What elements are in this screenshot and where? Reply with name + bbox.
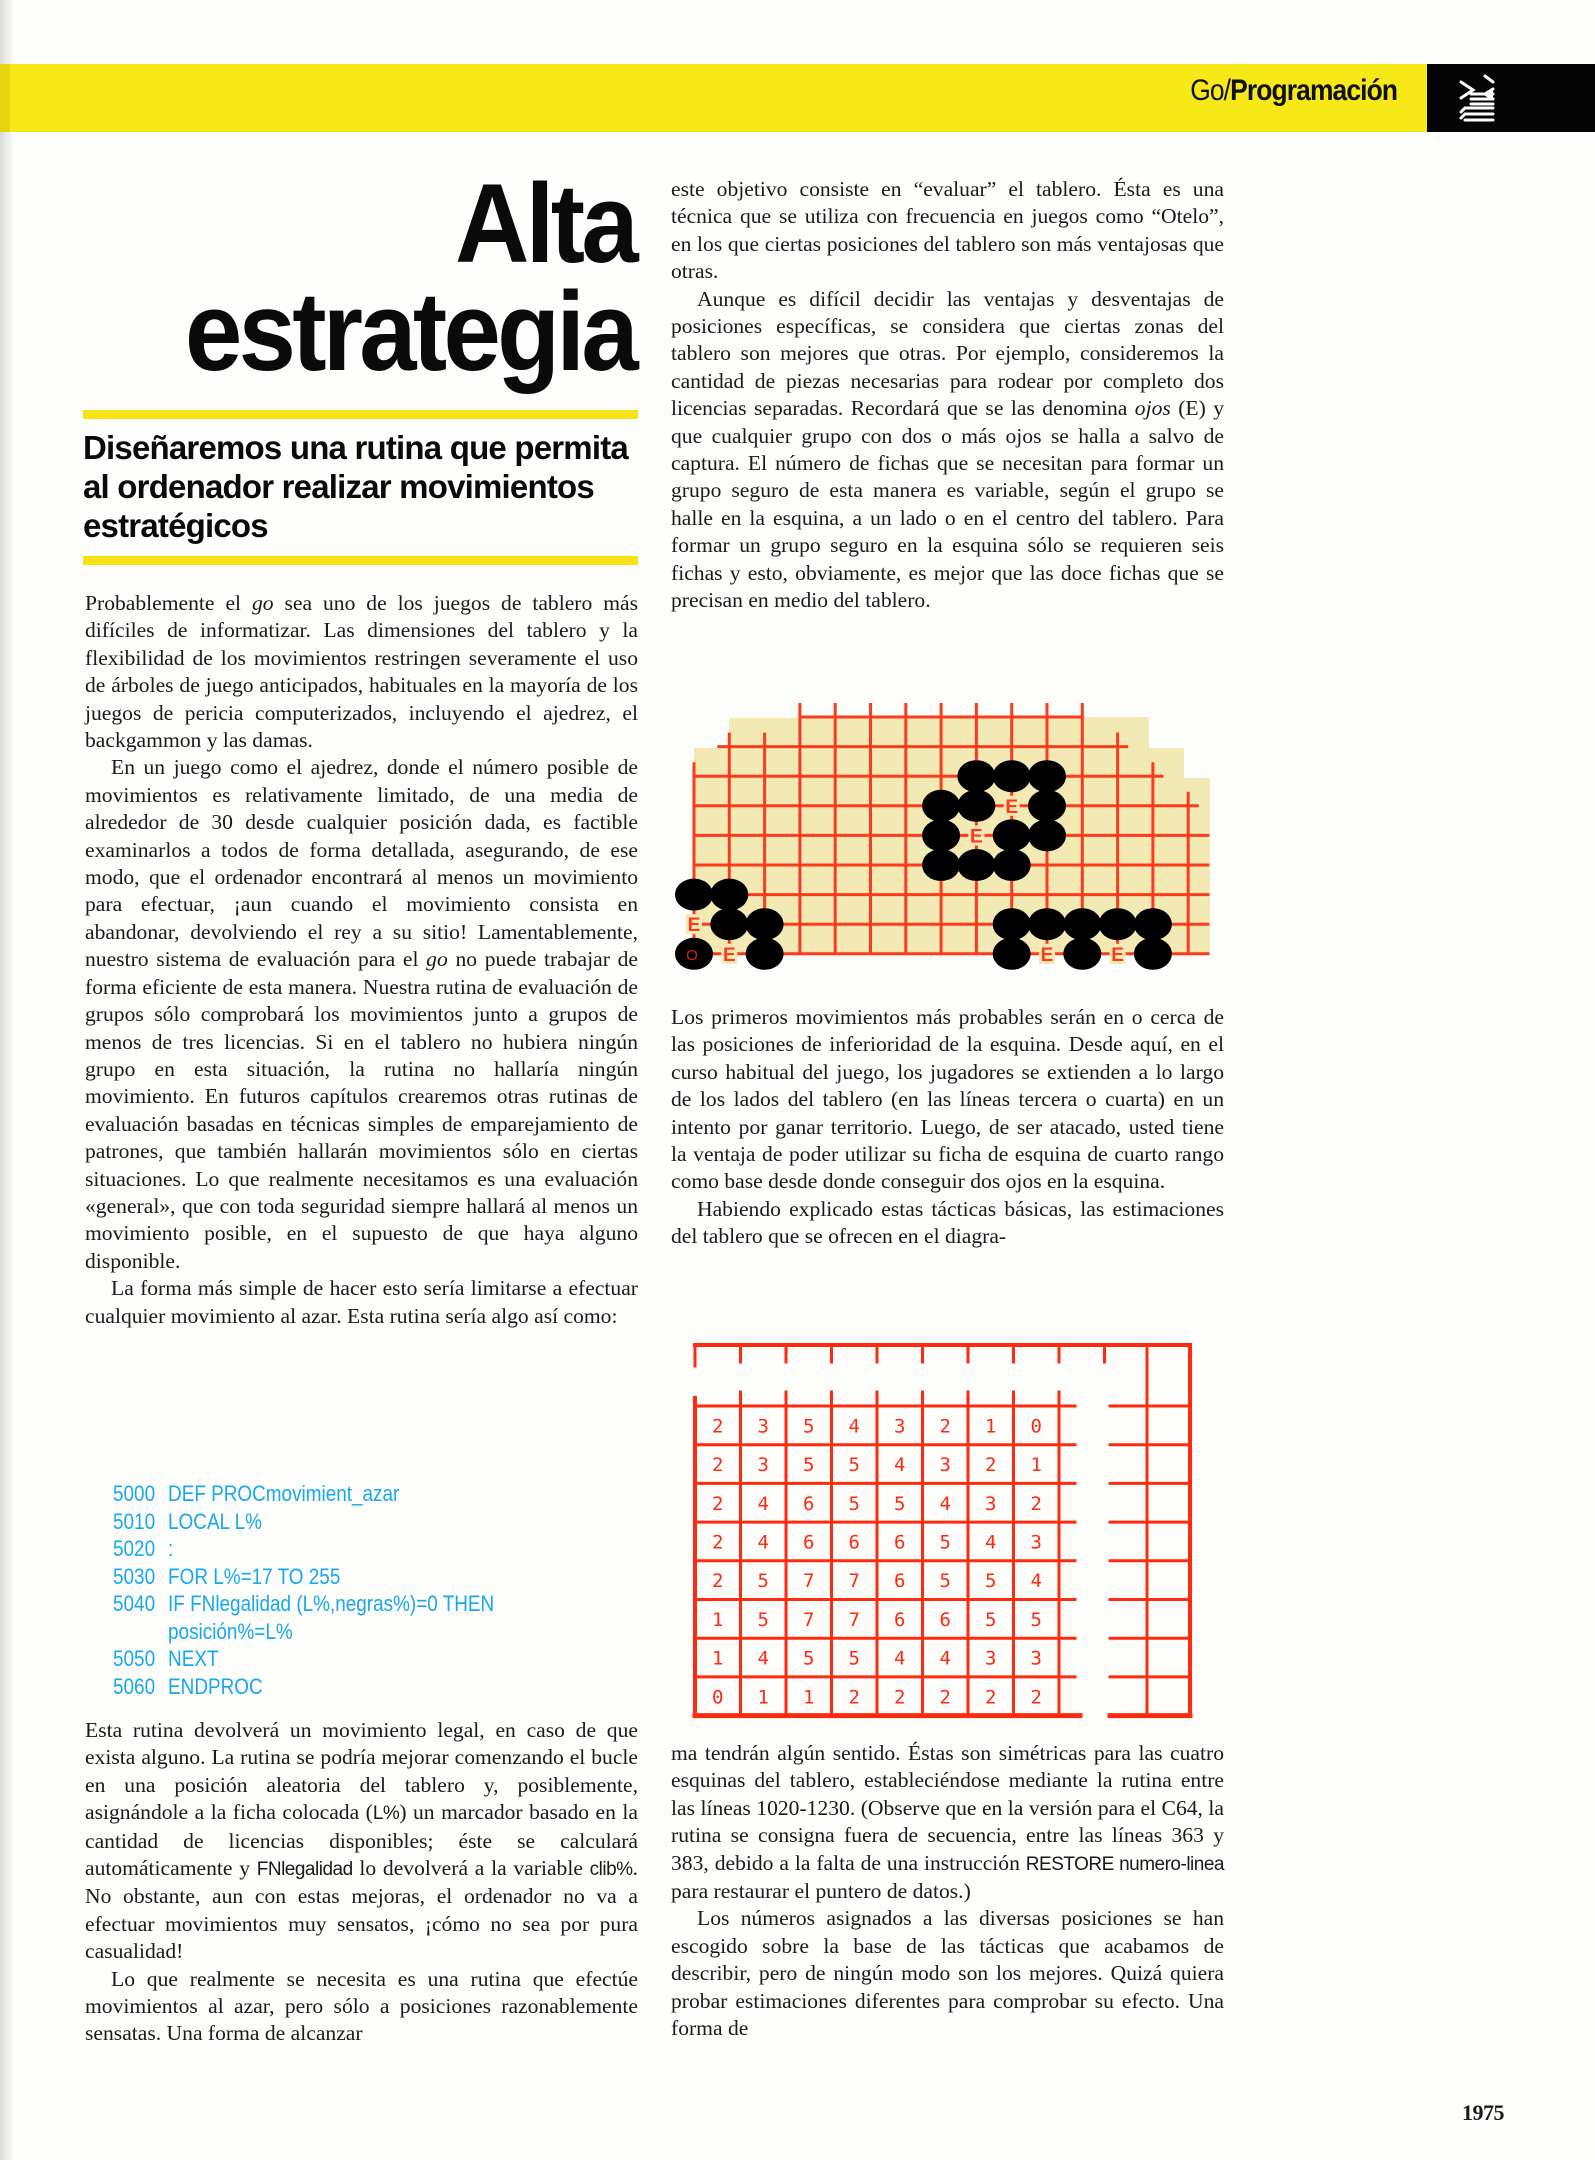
- board-score-diagram: [680, 1330, 1220, 1730]
- score-cell: 5: [803, 1454, 815, 1477]
- go-stone: [1028, 790, 1066, 822]
- go-stone: [1134, 908, 1172, 940]
- score-cell: 6: [894, 1531, 906, 1554]
- score-cell: 2: [939, 1686, 951, 1709]
- code-line: 5040 IF FNlegalidad (L%,negras%)=0 THEN: [113, 1591, 495, 1616]
- go-stone: [957, 790, 995, 822]
- score-cell: 4: [1030, 1570, 1042, 1593]
- header-band: [0, 64, 1427, 132]
- code-line: 5050 NEXT: [113, 1646, 219, 1671]
- score-cell: 2: [939, 1415, 951, 1438]
- score-cell: 3: [985, 1492, 997, 1515]
- right-column-middle: [671, 1004, 1224, 1251]
- score-cell: 3: [757, 1454, 769, 1477]
- paragraph: La forma más simple de hacer esto sería limitarse a efectuar cualquier movimiento al azar. Esta rutina sería algo así como:: [85, 1276, 638, 1328]
- go-stone: [1063, 908, 1101, 940]
- eye-label: E: [1111, 944, 1124, 966]
- title-line-2: estrategia: [184, 269, 635, 394]
- score-cell: 3: [1030, 1531, 1042, 1554]
- section-label: [1190, 74, 1397, 108]
- score-cell: 4: [985, 1531, 997, 1554]
- score-cell: 3: [1030, 1647, 1042, 1670]
- series-logo-icon: [1457, 72, 1497, 124]
- go-stone: [1028, 760, 1066, 792]
- yellow-rule-top: [83, 410, 638, 419]
- go-stone: [957, 849, 995, 881]
- page-number: 1975: [1462, 2100, 1504, 2125]
- yellow-rule-bottom: [83, 556, 638, 565]
- score-cell: 2: [712, 1570, 724, 1593]
- paragraph: Habiendo explicado estas tácticas básicas, las estimaciones del tablero que se ofrecen en el diagra-: [671, 1196, 1224, 1249]
- go-stone: [993, 849, 1031, 881]
- go-stone: [710, 908, 748, 940]
- code-line: 5060 ENDPROC: [113, 1673, 263, 1699]
- score-cell: 5: [848, 1454, 860, 1477]
- score-cell: 2: [712, 1415, 724, 1438]
- series-logo: [1427, 64, 1595, 132]
- score-cell: 2: [985, 1686, 997, 1709]
- score-cell: 5: [939, 1531, 951, 1554]
- score-cell: 5: [894, 1492, 906, 1515]
- score-cell: 3: [757, 1415, 769, 1438]
- score-cell: 1: [712, 1608, 724, 1631]
- code-line: 5020 :: [113, 1536, 174, 1561]
- score-cell: 5: [1030, 1608, 1042, 1631]
- score-cell: 5: [939, 1570, 951, 1593]
- code-line: 5010 LOCAL L%: [113, 1508, 262, 1534]
- score-cell: 6: [803, 1531, 815, 1554]
- score-cell: 7: [803, 1608, 815, 1631]
- code-line-continuation: posición%=L%: [168, 1618, 293, 1644]
- score-cell: 5: [757, 1608, 769, 1631]
- score-cell: 6: [848, 1531, 860, 1554]
- go-stone: [746, 938, 784, 970]
- score-cell: 0: [1030, 1415, 1042, 1438]
- score-cell: 4: [757, 1531, 769, 1554]
- score-cell: 1: [757, 1686, 769, 1709]
- paragraph: Aunque es difícil decidir las ventajas y desventajas de posiciones específicas, se considera que ciertas zonas del tablero son mejores que otras. Por ejemplo, consideremos la cantidad de piezas necesarias para rodear por completo dos licencias separadas. Recordará que se las denomina ojos (E) y que cualquier grupo con dos o más ojos se halla a salvo de captura. El número de fichas que se necesitan para formar un grupo seguro de esta manera es variable, según el grupo se halle en la esquina, a un lado o en el centro del tablero. Para formar un grupo seguro en la esquina sólo se requieren seis fichas y esto, obviamente, es mejor que las doce fichas que se precisan en medio del tablero.: [671, 286, 1224, 613]
- score-cell: 4: [894, 1454, 906, 1477]
- score-cell: 1: [985, 1415, 997, 1438]
- score-cell: 2: [1030, 1492, 1042, 1515]
- go-stone: [1099, 908, 1137, 940]
- go-stone: [746, 908, 784, 940]
- paragraph: Probablemente el go sea uno de los juegos de tablero más difíciles de informatizar. Las dimensiones del tablero y la flexibilidad de los movimientos restringen severamente el uso de árboles de juego anticipados, habituales en la mayoría de los juegos de pericia computerizados, incluyendo el ajedrez, el backgammon y las damas.: [85, 591, 639, 753]
- score-cell: 5: [985, 1570, 997, 1593]
- score-cell: 6: [803, 1492, 815, 1515]
- score-cell: 0: [712, 1686, 724, 1709]
- score-cell: 7: [848, 1608, 860, 1631]
- score-cell: 5: [985, 1608, 997, 1631]
- score-cell: 2: [712, 1454, 724, 1477]
- corner-marker: O: [686, 946, 698, 964]
- score-cell: 4: [894, 1647, 906, 1670]
- score-cell: 7: [848, 1570, 860, 1593]
- left-column: [85, 590, 638, 1330]
- score-cell: 4: [939, 1492, 951, 1515]
- score-cell: 2: [985, 1454, 997, 1477]
- score-cell: 1: [712, 1647, 724, 1670]
- section-title: Programación: [1230, 74, 1397, 107]
- code-line: 5000 DEF PROCmovimient_azar: [113, 1481, 400, 1506]
- go-stone: [993, 819, 1031, 851]
- go-stone: [993, 760, 1031, 792]
- score-cell: 5: [757, 1570, 769, 1593]
- score-cell: 2: [712, 1531, 724, 1554]
- right-column: [671, 176, 1224, 615]
- title-line-1: Alta: [455, 161, 635, 286]
- go-stone: [1063, 938, 1101, 970]
- page-edge-shadow: [0, 0, 14, 2160]
- go-stone: [1134, 938, 1172, 970]
- score-cell: 2: [848, 1686, 860, 1709]
- code-line: 5030 FOR L%=17 TO 255: [113, 1563, 341, 1589]
- score-cell: 4: [757, 1492, 769, 1515]
- score-cell: 2: [894, 1686, 906, 1709]
- score-cell: 7: [803, 1570, 815, 1593]
- left-column-continued: [85, 1717, 638, 2048]
- paragraph: ma tendrán algún sentido. Éstas son simétricas para las cuatro esquinas del tablero, estableciéndose mediante la rutina entre las líneas 1020-1230. (Observe que en la versión para el C64, la rutina se consigna fuera de secuencia, entre las líneas 363 y 383, debido a la falta de una instrucción RESTORE numero-linea para restaurar el puntero de datos.): [671, 1741, 1224, 1904]
- go-stone: [922, 819, 960, 851]
- score-cell: 3: [985, 1647, 997, 1670]
- paragraph: Esta rutina devolverá un movimiento legal, en caso de que exista alguno. La rutina se podría mejorar comenzando el bucle en una posición aleatoria del tablero y, posiblemente, asignándole a la ficha colocada (L%) un marcador basado en la cantidad de licencias disponibles; éste se calculará automáticamente y FNlegalidad lo devolverá a la variable clib%. No obstante, aun con estas mejoras, el ordenador no va a efectuar movimientos muy sensatos, ¡cómo no sea por pura casualidad!: [85, 1718, 639, 1964]
- score-cell: 4: [757, 1647, 769, 1670]
- score-cell: 3: [939, 1454, 951, 1477]
- paragraph: este objetivo consiste en “evaluar” el tablero. Ésta es una técnica que se utiliza con frecuencia en juegos como “Otelo”, en los que ciertas posiciones del tablero son más ventajosas que otras.: [671, 177, 1224, 284]
- right-column-bottom: [671, 1740, 1224, 2042]
- go-stone: [1028, 908, 1066, 940]
- eye-label: E: [722, 944, 736, 966]
- score-cell: 4: [848, 1415, 860, 1438]
- eye-label: E: [1040, 944, 1054, 966]
- section-prefix: Go/: [1190, 74, 1231, 107]
- go-stone: [957, 760, 995, 792]
- score-cell: 5: [848, 1492, 860, 1515]
- eye-label: E: [687, 915, 701, 937]
- go-stone: [922, 790, 960, 822]
- score-cell: 5: [803, 1647, 815, 1670]
- code-listing: [113, 1480, 494, 1700]
- score-cell: 2: [712, 1492, 724, 1515]
- paragraph: En un juego como el ajedrez, donde el número posible de movimientos es relativamente limitado, de una media de alrededor de 30 desde cualquier posición dada, es factible examinarlos a todos de forma detallada, asegurando, de ese modo, que el ordenador encontrará al menos un movimiento para efectuar, ¡aun cuando el movimiento consista en abandonar, devolviendo el rey a su sitio! Lamentablemente, nuestro sistema de evaluación para el go no puede trabajar de forma eficiente de esta manera. Nuestra rutina de evaluación de grupos sólo comprobará los movimientos junto a grupos de menos de tres licencias. Si en el tablero no hubiera ningún grupo en esta situación, la rutina no hallaría ningún movimiento. En futuros capítulos crearemos otras rutinas de evaluación basadas en técnicas simples de emparejamiento de patrones, que también hallarán movimientos sólo en ciertas situaciones. Lo que realmente necesitamos es una evaluación «general», que con toda seguridad siempre hallará al menos un movimiento posible, en el supuesto de que haya alguno disponible.: [85, 755, 638, 1273]
- score-cell: 2: [1030, 1686, 1042, 1709]
- article-title: [124, 161, 635, 394]
- score-cell: 5: [803, 1415, 815, 1438]
- score-cell: 5: [848, 1647, 860, 1670]
- go-stone: [922, 849, 960, 881]
- eye-label: E: [970, 826, 983, 848]
- eye-label: E: [1005, 796, 1019, 818]
- score-cell: 6: [939, 1608, 951, 1631]
- go-stone: [1028, 819, 1066, 851]
- paragraph: Los números asignados a las diversas posiciones se han escogido sobre la base de las tácticas que acabamos de describir, pero de ningún modo son los mejores. Quizá quiera probar estimaciones diferentes para comprobar su efecto. Una forma de: [671, 1906, 1224, 2041]
- score-cell: 6: [894, 1570, 906, 1593]
- paragraph: Lo que realmente se necesita es una rutina que efectúe movimientos al azar, pero sólo a posiciones razonablemente sensatas. Una forma de alcanzar: [85, 1966, 638, 2046]
- score-cell: 6: [894, 1608, 906, 1631]
- paragraph: Los primeros movimientos más probables serán en o cerca de las posiciones de inferioridad de la esquina. Desde aquí, en el curso habitual del juego, los jugadores se extienden a lo largo de los lados del tablero (en las líneas tercera o cuarta) en un intento por ganar territorio. Luego, de ser atacado, usted tiene la ventaja de poder utilizar su ficha de esquina de cuarto rango como base desde donde conseguir dos ojos en la esquina.: [671, 1005, 1224, 1194]
- go-stone: [675, 879, 713, 911]
- go-stone: [993, 938, 1031, 970]
- score-cell: 1: [803, 1686, 815, 1709]
- go-stone: [993, 908, 1031, 940]
- header-band-stub: [0, 64, 10, 132]
- score-cell: 3: [894, 1415, 906, 1438]
- go-stone: [710, 879, 748, 911]
- score-cell: 1: [1030, 1454, 1042, 1477]
- go-board-diagram: [670, 690, 1210, 990]
- score-cell: 4: [939, 1647, 951, 1670]
- article-subtitle: Diseñaremos una rutina que permita al ordenador realizar movimientos estratégicos: [83, 429, 628, 544]
